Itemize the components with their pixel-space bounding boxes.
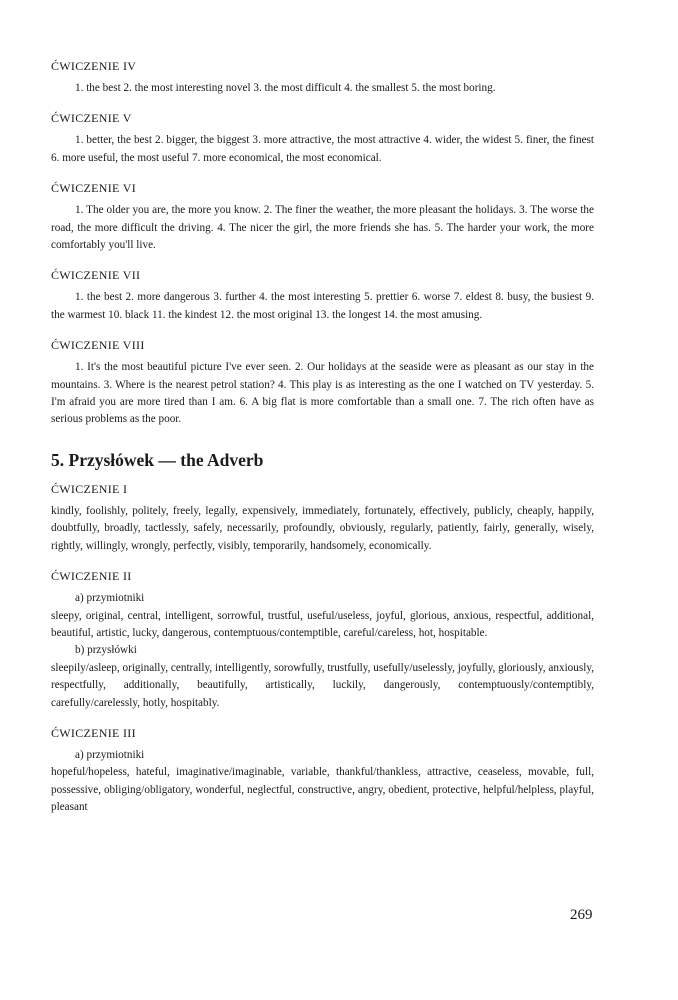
exercise-heading: ĆWICZENIE VII — [51, 268, 141, 283]
exercise-heading: ĆWICZENIE III — [51, 725, 136, 740]
exercise-heading: ĆWICZENIE VI — [51, 181, 137, 196]
adverb-exercise-ii — [51, 568, 594, 712]
exercise-vii — [51, 267, 594, 324]
page-number: 269 — [570, 907, 593, 923]
exercise-text: 1. the best 2. more dangerous 3. further 4. the most interesting 5. prettier 6. worse 7. eldest 8. busy, the busiest 9. the warmest 10. black 11. the kindest 12. the most original 13. the longest 14. the most amusing. — [51, 291, 594, 321]
exercise-iv — [51, 58, 594, 97]
chapter-title: 5. Przysłówek — the Adverb — [51, 449, 264, 470]
exercise-heading: ĆWICZENIE VIII — [51, 338, 145, 353]
exercise-text: 1. It's the most beautiful picture I've ever seen. 2. Our holidays at the seaside were as pleasant as our stay in the mountains. 3. Where is the nearest petrol station? 4. This play is as interesting as the one I watched on TV yesterday. 5. I'm afraid you are more tired than I am. 6. A big flat is more comfortable than a small one. 7. The rich often have as serious problems as the poor. — [51, 361, 594, 426]
exercise-heading: ĆWICZENIE I — [51, 481, 128, 496]
exercise-text: hopeful/hopeless, hateful, imaginative/imaginable, variable, thankful/thankless, attractive, ceaseless, movable, full, possessive, obliging/obligatory, wonderful, neglectful, constructive, angry, obedient, protective, helpful/helpless, playful, pleasant — [51, 766, 594, 814]
subheading-adjectives: a) przymiotniki — [75, 592, 145, 605]
exercise-viii — [51, 337, 594, 429]
exercise-text: sleepily/asleep, originally, centrally, intelligently, sorowfully, trustfully, usefully/uselessly, joyfully, gloriously, anxiously, respectfully, additionally, beautifully, artistically, luckily, dangerously, contemptuously/contemptibly, carefully/carelessly, hotly, hospitably. — [51, 661, 594, 709]
exercise-text: sleepy, original, central, intelligent, sorrowful, trustful, useful/useless, joyful, glorious, anxious, respectful, additional, beautiful, artistic, lucky, dangerous, contemptuous/contemptible, careful/careless, hot, hospitable. — [51, 609, 594, 639]
exercise-heading: ĆWICZENIE IV — [51, 59, 137, 73]
exercise-heading: ĆWICZENIE V — [51, 111, 132, 126]
adverb-exercise-i — [51, 481, 594, 555]
page-content — [51, 58, 594, 830]
exercise-text: 1. The older you are, the more you know. 2. The finer the weather, the more pleasant the holidays. 3. The worse the road, the more difficult the driving. 4. The nicer the girl, the more friends she has. 5. The harder your work, the more comfortably you'll live. — [51, 204, 594, 252]
exercise-heading: ĆWICZENIE II — [51, 569, 132, 584]
exercise-vi — [51, 180, 594, 254]
adverb-exercise-iii — [51, 725, 594, 817]
exercise-v — [51, 110, 594, 167]
exercise-text: 1. the best 2. the most interesting novel 3. the most difficult 4. the smallest 5. the most boring. — [75, 82, 496, 94]
exercise-text: kindly, foolishly, politely, freely, legally, expensively, immediately, fortunately, effectively, publicly, cheaply, happily, doubtfully, broadly, tactlessly, safely, necessarily, profoundly, obviously, regularly, patiently, fairly, generally, wisely, rightly, willingly, wrongly, perfectly, visibly, temporarily, handsomely, economically. — [51, 504, 594, 552]
exercise-text: 1. better, the best 2. bigger, the biggest 3. more attractive, the most attractive 4. wider, the widest 5. finer, the finest 6. more useful, the most useful 7. more economical, the most economical. — [51, 134, 594, 164]
subheading-adjectives: a) przymiotniki — [75, 748, 145, 761]
subheading-adverbs: b) przysłówki — [75, 644, 137, 657]
